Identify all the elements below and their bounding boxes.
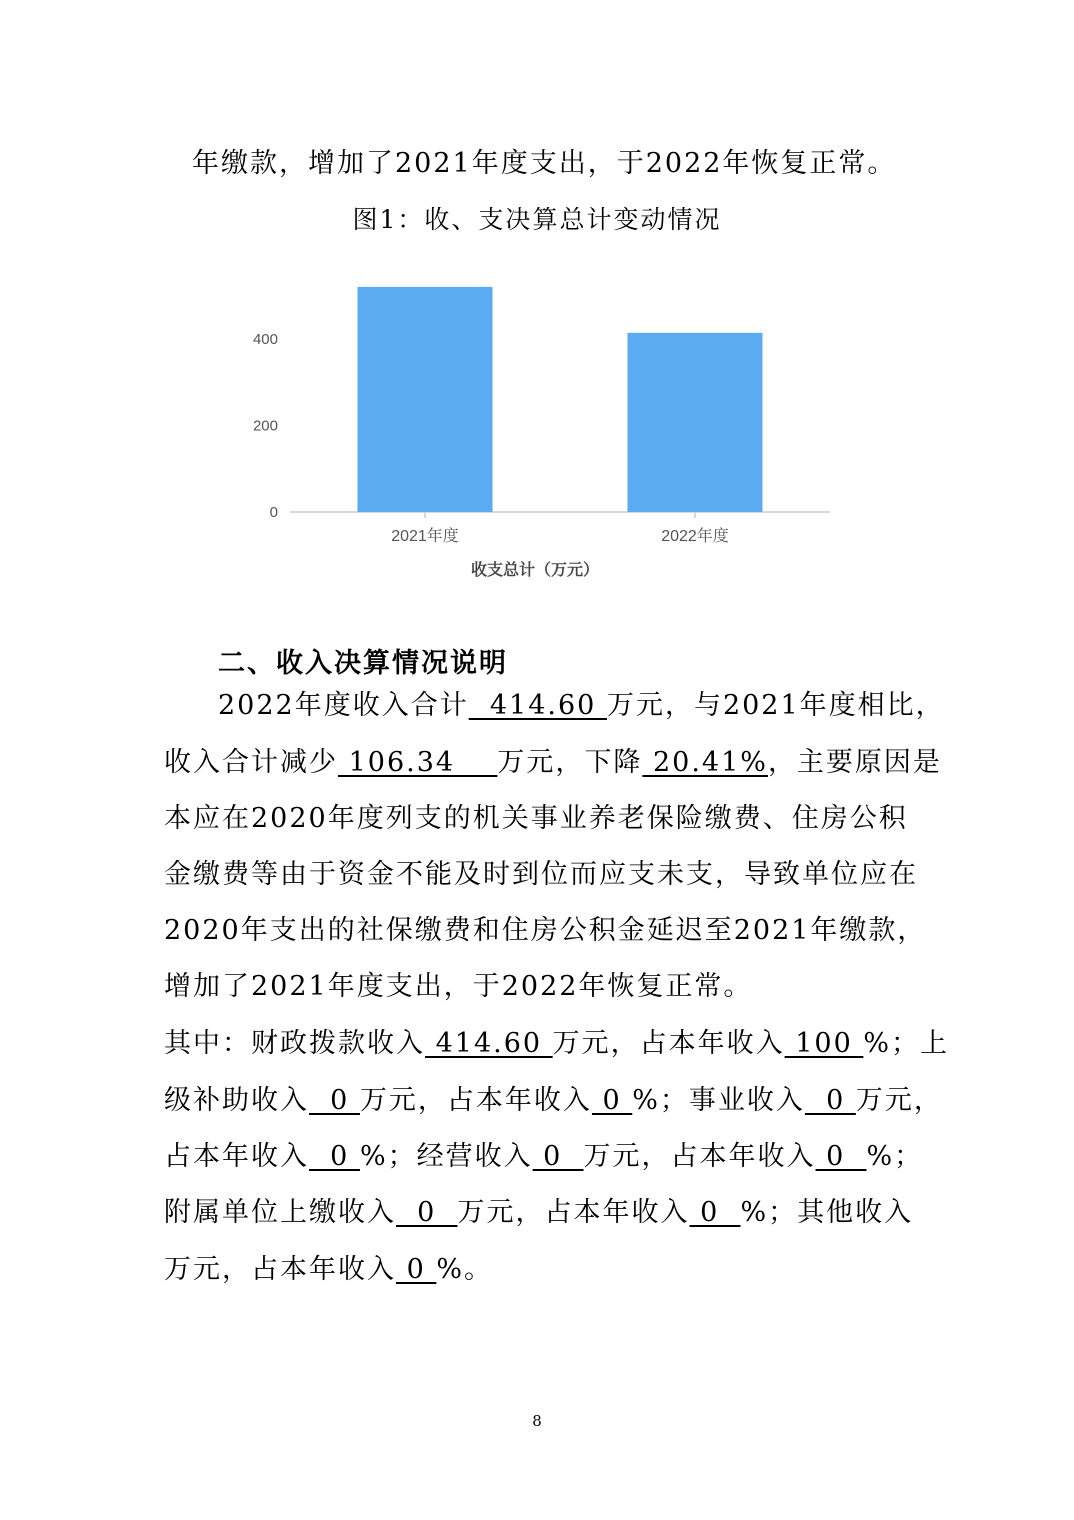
fiscal-income-percent: 100 bbox=[784, 1028, 864, 1059]
business-income-value: 0 bbox=[804, 1085, 856, 1116]
income-total-value: 414.60 bbox=[468, 690, 607, 721]
y-tick-label: 0 bbox=[269, 504, 278, 521]
text: 其中：财政拨款收入 bbox=[164, 1028, 425, 1059]
text: %；事业收入 bbox=[632, 1085, 805, 1116]
y-tick-label: 200 bbox=[252, 417, 278, 435]
affiliate-income-percent: 0 bbox=[689, 1197, 741, 1228]
para-line-5: 2020年支出的社保缴费和住房公积金延迟至2021年缴款， bbox=[164, 915, 927, 946]
text: 万元，占本年收入 bbox=[457, 1197, 690, 1228]
text: 万元，与2021年度相比， bbox=[606, 690, 945, 721]
decrease-value: 106.34 bbox=[338, 747, 498, 778]
text: %； bbox=[866, 1141, 924, 1172]
text: 万元，占本年收入 bbox=[359, 1085, 592, 1116]
bar-chart bbox=[230, 270, 850, 590]
operating-income-value: 0 bbox=[532, 1141, 584, 1172]
text: %。 bbox=[436, 1254, 493, 1285]
text: %；经营收入 bbox=[359, 1141, 533, 1172]
text: 2022年度收入合计 bbox=[218, 690, 469, 721]
text: ，主要原因是 bbox=[767, 747, 942, 778]
text: 万元，占本年收入 bbox=[552, 1028, 785, 1059]
text: 占本年收入 bbox=[164, 1141, 309, 1172]
para-line-3: 本应在2020年度列支的机关事业养老保险缴费、住房公积 bbox=[164, 803, 908, 834]
text: 万元，占本年收入 bbox=[583, 1141, 816, 1172]
fiscal-income-value: 414.60 bbox=[425, 1028, 553, 1059]
bar-1 bbox=[358, 287, 493, 512]
text: %；其他收入 bbox=[740, 1197, 914, 1228]
operating-income-percent: 0 bbox=[815, 1141, 867, 1172]
other-income-percent: 0 bbox=[396, 1254, 437, 1285]
business-income-percent: 0 bbox=[309, 1141, 360, 1172]
detail-line-5 bbox=[164, 1252, 924, 1288]
para-line-2 bbox=[164, 745, 942, 781]
para-line-6: 增加了2021年度支出，于2022年恢复正常。 bbox=[164, 971, 753, 1002]
section-heading: 二、收入决算情况说明 bbox=[218, 648, 508, 679]
para-line-1 bbox=[218, 688, 978, 724]
figure-title: 图1：收、支决算总计变动情况 bbox=[352, 205, 722, 234]
y-tick-label: 400 bbox=[252, 331, 278, 349]
text: 万元，下降 bbox=[497, 747, 643, 778]
subsidy-income-percent: 0 bbox=[591, 1085, 633, 1116]
text: 万元，占本年收入 bbox=[164, 1254, 396, 1285]
text: 收入合计减少 bbox=[164, 747, 338, 778]
text: 级补助收入 bbox=[164, 1085, 309, 1116]
x-tick-label: 2022年度 bbox=[661, 528, 729, 545]
decrease-percent: 20.41% bbox=[642, 747, 768, 778]
detail-line-2 bbox=[164, 1083, 943, 1119]
text: 附属单位上缴收入 bbox=[164, 1197, 396, 1228]
detail-line-4 bbox=[164, 1195, 924, 1231]
detail-line-1 bbox=[164, 1026, 949, 1062]
x-axis-title: 收支总计（万元） bbox=[470, 560, 600, 579]
para-line-4: 金缴费等由于资金不能及时到位而应支未支，导致单位应在 bbox=[164, 859, 918, 890]
top-text: 年缴款，增加了2021年度支出，于2022年恢复正常。 bbox=[192, 148, 897, 179]
affiliate-income-value: 0 bbox=[396, 1197, 458, 1228]
text: %；上 bbox=[863, 1028, 949, 1059]
detail-line-3 bbox=[164, 1139, 924, 1175]
page-number: 8 bbox=[532, 1412, 542, 1430]
subsidy-income-value: 0 bbox=[309, 1085, 360, 1116]
x-tick-label: 2021年度 bbox=[391, 528, 459, 545]
text: 万元， bbox=[855, 1085, 943, 1116]
bar-2 bbox=[628, 333, 763, 512]
